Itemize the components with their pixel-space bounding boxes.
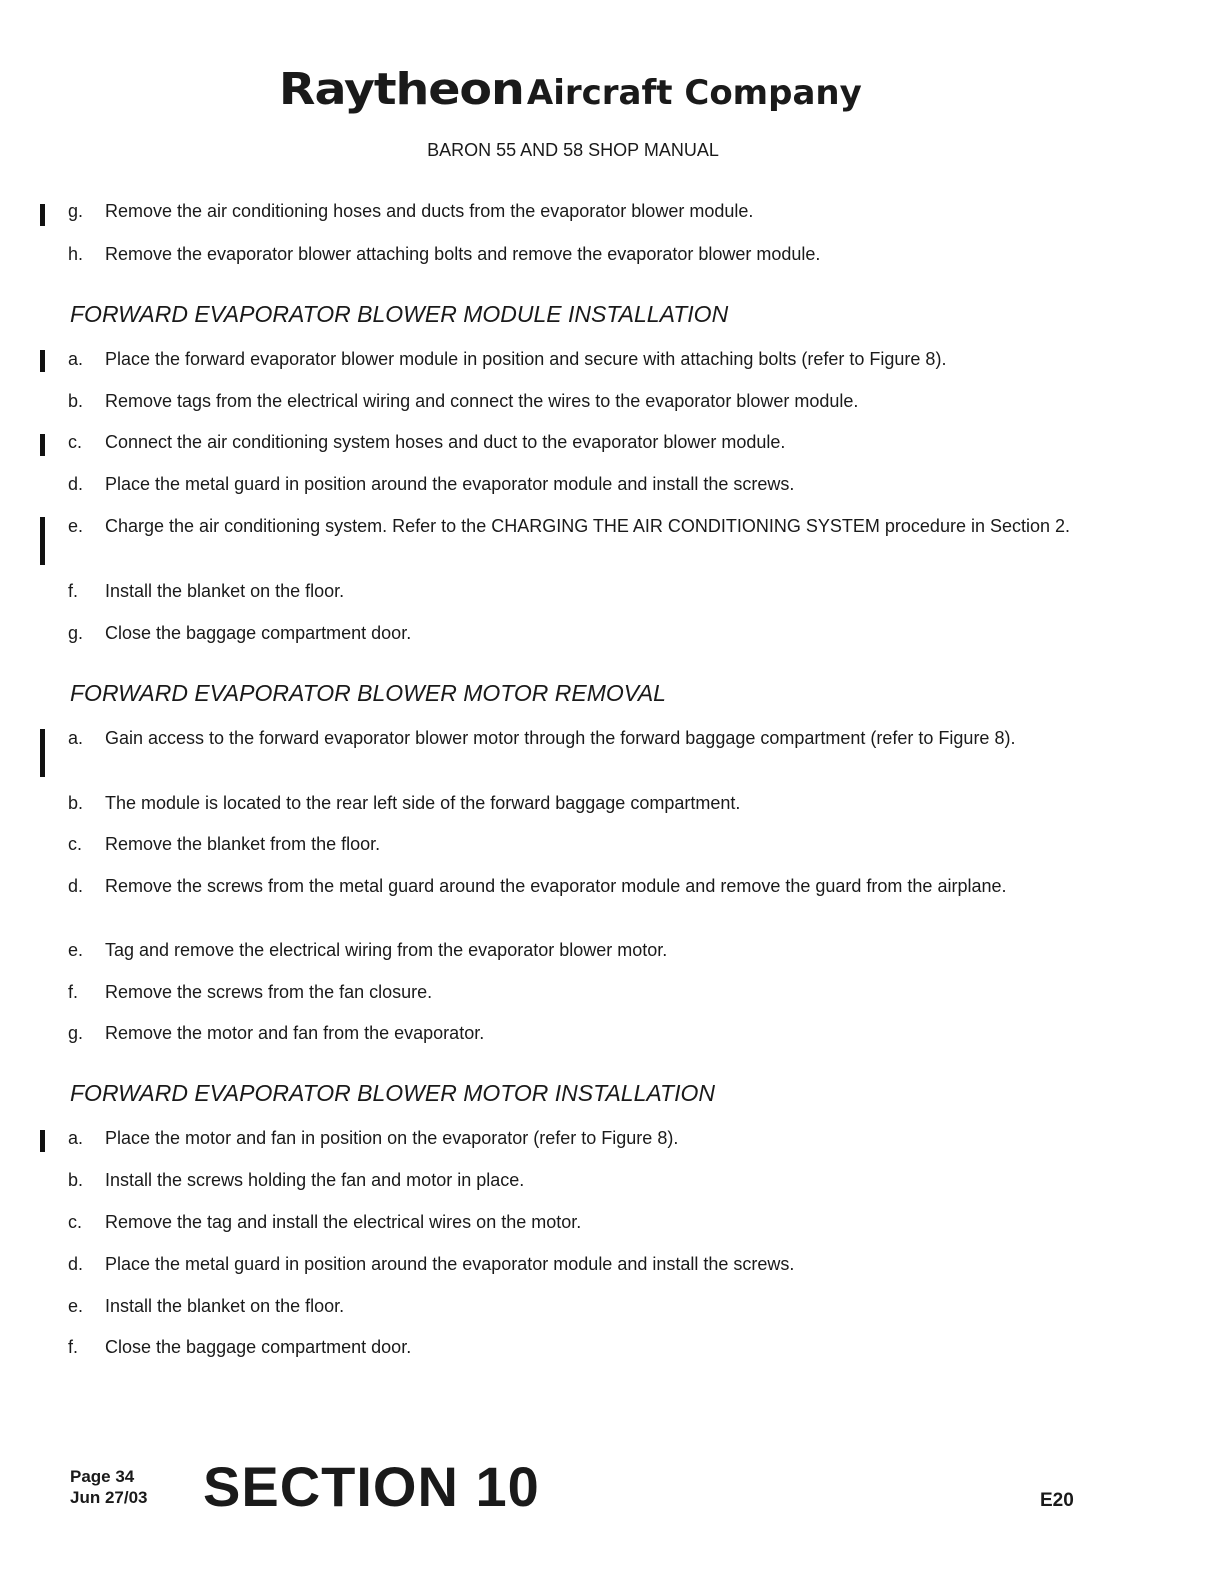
item-letter: c. bbox=[68, 1212, 83, 1232]
item-text: Gain access to the forward evaporator blower motor through the forward baggage compartment (refer to Figure 8). bbox=[105, 728, 1016, 748]
item-text: Remove the screws from the fan closure. bbox=[105, 982, 433, 1002]
item-letter: e. bbox=[68, 516, 84, 536]
item-letter: g. bbox=[68, 1023, 84, 1043]
item-letter: d. bbox=[68, 1254, 84, 1274]
item-letter: e. bbox=[68, 940, 84, 960]
item-letter: f. bbox=[68, 581, 79, 601]
item-text: Place the metal guard in position around the evaporator module and install the screws. bbox=[105, 474, 795, 494]
item-text: Remove the tag and install the electrical wires on the motor. bbox=[105, 1212, 582, 1232]
company-logo bbox=[0, 64, 1150, 115]
document-code: E20 bbox=[1040, 1490, 1074, 1511]
item-text: Install the blanket on the floor. bbox=[105, 581, 345, 601]
item-letter: a. bbox=[68, 728, 84, 748]
item-letter: g. bbox=[68, 623, 84, 643]
item-text: Remove the air conditioning hoses and ducts from the evaporator blower module. bbox=[105, 201, 754, 221]
item-text: Remove the evaporator blower attaching bolts and remove the evaporator blower module. bbox=[105, 244, 821, 264]
item-text: Tag and remove the electrical wiring from the evaporator blower motor. bbox=[105, 940, 668, 960]
logo-brand: Raytheon bbox=[279, 64, 524, 115]
logo-company-name: Aircraft Company bbox=[526, 73, 862, 113]
item-text: Install the screws holding the fan and motor in place. bbox=[105, 1170, 525, 1190]
item-text: Install the blanket on the floor. bbox=[105, 1296, 345, 1316]
item-letter: b. bbox=[68, 1170, 84, 1190]
revision-bar bbox=[40, 204, 45, 226]
item-letter: g. bbox=[68, 201, 84, 221]
item-text: Place the motor and fan in position on the evaporator (refer to Figure 8). bbox=[105, 1128, 679, 1148]
item-letter: d. bbox=[68, 876, 84, 896]
item-text: Remove the motor and fan from the evaporator. bbox=[105, 1023, 485, 1043]
item-text: The module is located to the rear left side of the forward baggage compartment. bbox=[105, 793, 741, 813]
item-letter: f. bbox=[68, 1337, 79, 1357]
revision-date: Jun 27/03 bbox=[70, 1488, 148, 1507]
item-letter: b. bbox=[68, 793, 84, 813]
section-heading: FORWARD EVAPORATOR BLOWER MOTOR REMOVAL bbox=[70, 680, 666, 706]
item-letter: c. bbox=[68, 432, 83, 452]
section-heading: FORWARD EVAPORATOR BLOWER MOTOR INSTALLATION bbox=[70, 1080, 715, 1106]
revision-bar bbox=[40, 350, 45, 372]
item-letter: a. bbox=[68, 1128, 84, 1148]
item-text: Place the forward evaporator blower module in position and secure with attaching bolts (refer to Figure 8). bbox=[105, 349, 947, 369]
revision-bar bbox=[40, 1130, 45, 1152]
item-letter: d. bbox=[68, 474, 84, 494]
item-letter: h. bbox=[68, 244, 84, 264]
item-text: Close the baggage compartment door. bbox=[105, 623, 412, 643]
section-number: SECTION 10 bbox=[203, 1455, 540, 1518]
item-letter: a. bbox=[68, 349, 84, 369]
revision-bar bbox=[40, 517, 45, 565]
item-text: Charge the air conditioning system. Refer to the CHARGING THE AIR CONDITIONING SYSTEM procedure in Section 2. bbox=[105, 516, 1071, 536]
item-letter: c. bbox=[68, 834, 83, 854]
page-number: Page 34 bbox=[70, 1467, 135, 1486]
section-heading: FORWARD EVAPORATOR BLOWER MODULE INSTALLATION bbox=[70, 301, 729, 327]
item-letter: b. bbox=[68, 391, 84, 411]
footer-page-info bbox=[70, 1466, 148, 1508]
item-text: Remove the screws from the metal guard around the evaporator module and remove the guard from the airplane. bbox=[105, 876, 1007, 896]
item-text: Connect the air conditioning system hoses and duct to the evaporator blower module. bbox=[105, 432, 786, 452]
item-text: Remove tags from the electrical wiring and connect the wires to the evaporator blower module. bbox=[105, 391, 859, 411]
item-letter: e. bbox=[68, 1296, 84, 1316]
revision-bar bbox=[40, 729, 45, 777]
revision-bar bbox=[40, 434, 45, 456]
item-text: Close the baggage compartment door. bbox=[105, 1337, 412, 1357]
item-text: Place the metal guard in position around the evaporator module and install the screws. bbox=[105, 1254, 795, 1274]
item-text: Remove the blanket from the floor. bbox=[105, 834, 381, 854]
item-letter: f. bbox=[68, 982, 79, 1002]
manual-title: BARON 55 AND 58 SHOP MANUAL bbox=[427, 140, 719, 160]
